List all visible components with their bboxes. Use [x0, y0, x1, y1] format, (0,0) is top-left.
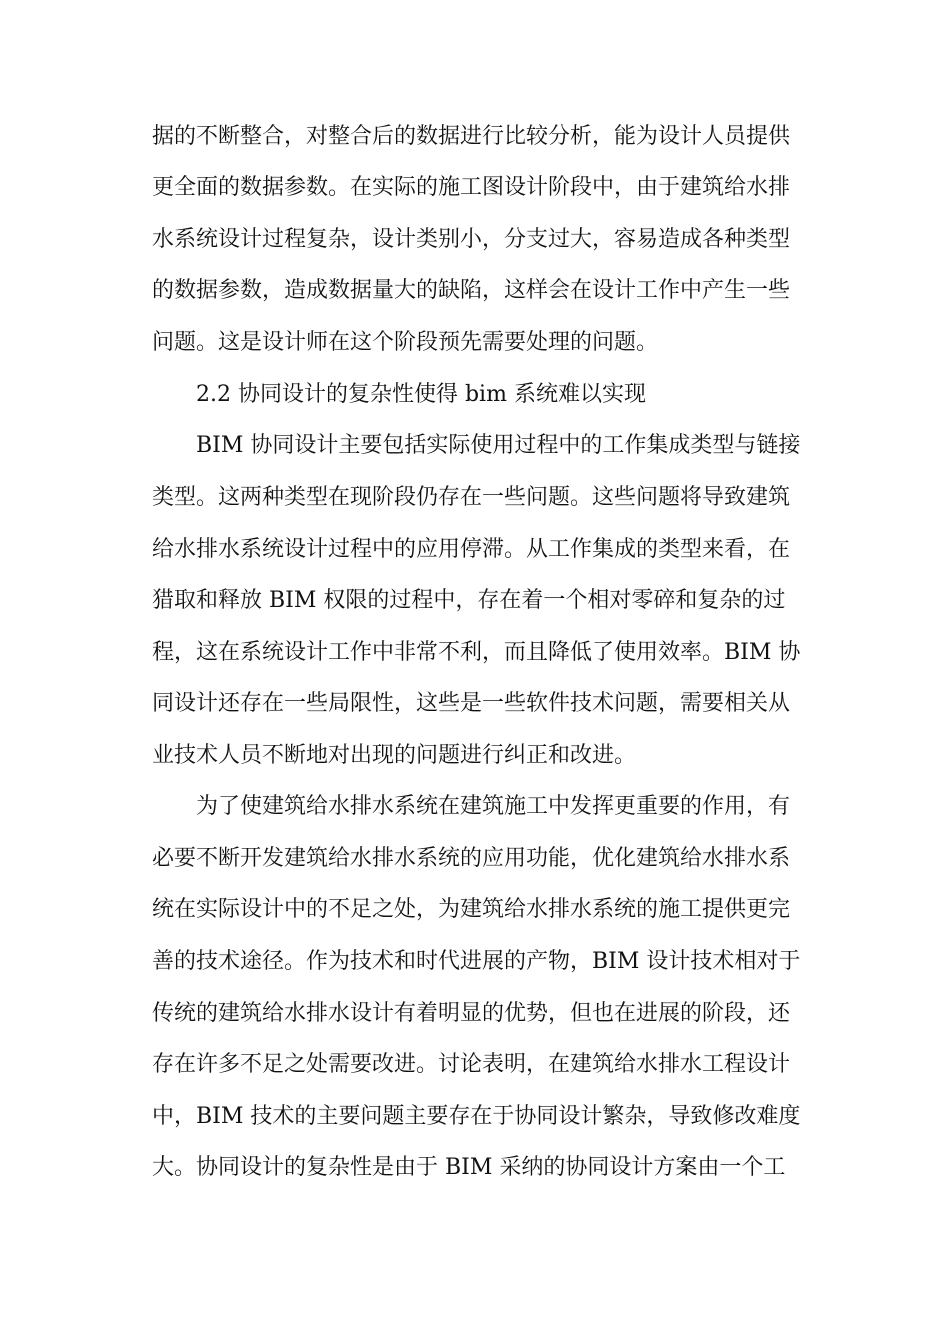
paragraph-3-line-7: 中，BIM 技术的主要问题主要存在于协同设计繁杂，导致修改难度 [152, 1104, 801, 1129]
paragraph-1-line-2: 更全面的数据参数。在实际的施工图设计阶段中，由于建筑给水排 [152, 175, 791, 200]
paragraph-1-line-1: 据的不断整合，对整合后的数据进行比较分析，能为设计人员提供 [152, 124, 791, 149]
paragraph-3-line-4: 善的技术途径。作为技术和时代进展的产物，BIM 设计技术相对于 [152, 949, 801, 974]
paragraph-3-line-6: 存在许多不足之处需要改进。讨论表明，在建筑给水排水工程设计 [152, 1052, 791, 1077]
paragraph-3-line-8: 大。协同设计的复杂性是由于 BIM 采纳的协同设计方案由一个工 [152, 1155, 786, 1180]
paragraph-3-line-5: 传统的建筑给水排水设计有着明显的优势，但也在进展的阶段，还 [152, 1001, 791, 1026]
paragraph-2-line-5: 程，这在系统设计工作中非常不利，而且降低了使用效率。BIM 协 [152, 640, 801, 665]
paragraph-2-line-4: 猎取和释放 BIM 权限的过程中，存在着一个相对零碎和复杂的过 [152, 588, 786, 613]
paragraph-2-line-3: 给水排水系统设计过程中的应用停滞。从工作集成的类型来看，在 [152, 537, 791, 562]
paragraph-1-line-3: 水系统设计过程复杂，设计类别小，分支过大，容易造成各种类型 [152, 227, 791, 252]
paragraph-3-line-2: 必要不断开发建筑给水排水系统的应用功能，优化建筑给水排水系 [152, 846, 791, 871]
paragraph-2-line-7: 业技术人员不断地对出现的问题进行纠正和改进。 [152, 743, 637, 768]
section-heading: 2.2 协同设计的复杂性使得 bim 系统难以实现 [196, 382, 646, 407]
paragraph-2-line-6: 同设计还存在一些局限性，这些是一些软件技术问题，需要相关从 [152, 691, 791, 716]
paragraph-1-line-5: 问题。这是设计师在这个阶段预先需要处理的问题。 [152, 330, 659, 355]
paragraph-2-line-2: 类型。这两种类型在现阶段仍存在一些问题。这些问题将导致建筑 [152, 485, 791, 510]
paragraph-1-line-4: 的数据参数，造成数据量大的缺陷，这样会在设计工作中产生一些 [152, 278, 791, 303]
paragraph-2-line-1: BIM 协同设计主要包括实际使用过程中的工作集成类型与链接 [196, 433, 801, 458]
paragraph-3-line-3: 统在实际设计中的不足之处，为建筑给水排水系统的施工提供更完 [152, 897, 791, 922]
paragraph-3-line-1: 为了使建筑给水排水系统在建筑施工中发挥更重要的作用，有 [196, 794, 791, 819]
